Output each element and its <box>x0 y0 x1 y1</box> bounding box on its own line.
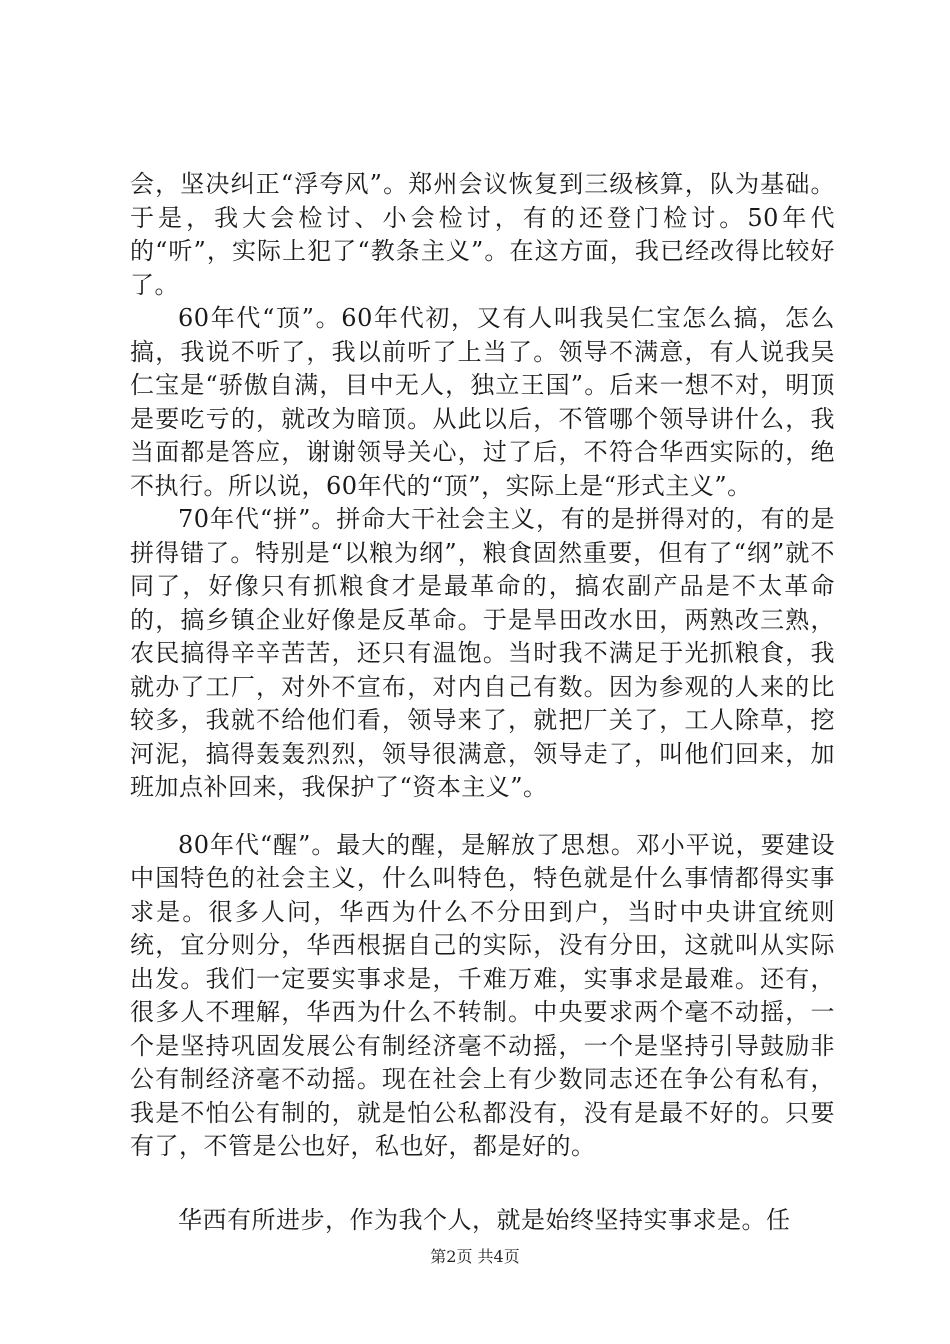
paragraph-60s: 60年代“顶”。60年代初，又有人叫我吴仁宝怎么搞，怎么搞，我说不听了，我以前听了上当了。领导不满意，有人说我吴仁宝是“骄傲自满，目中无人，独立王国”。后来一想不对，明顶是要吃亏的，就改为暗顶。从此以后，不管哪个领导讲什么，我当面都是答应，谢谢领导关心，过了后，不符合华西实际的，绝不执行。所以说，60年代的“顶”，实际上是“形式主义”。 <box>130 304 835 500</box>
paragraph-80s: 80年代“醒”。最大的醒，是解放了思想。邓小平说，要建设中国特色的社会主义，什么叫特色，特色就是什么事情都得实事求是。很多人问，华西为什么不分田到户，当时中央讲宜统则统，宜分则分，华西根据自己的实际，没有分田，这就叫从实际出发。我们一定要实事求是，千难万难，实事求是最难。还有，很多人不理解，华西为什么不转制。中央要求两个毫不动摇，一个是坚持巩固发展公有制经济毫不动摇，一个是坚持引导鼓励非公有制经济毫不动摇。现在社会上有少数同志还在争公有私有，我是不怕公有制的，就是怕公私都没有，没有是最不好的。只要有了，不管是公也好，私也好，都是好的。 <box>130 830 835 1160</box>
paragraph-70s: 70年代“拼”。拼命大干社会主义，有的是拼得对的，有的是拼得错了。特别是“以粮为纲”，粮食固然重要，但有了“纲”就不同了，好像只有抓粮食才是最革命的，搞农副产品是不太革命的，搞乡镇企业好像是反革命。于是旱田改水田，两熟改三熟，农民搞得辛辛苦苦，还只有温饱。当时我不满足于光抓粮食，我就办了工厂，对外不宣布，对内自己有数。因为参观的人来的比较多，我就不给他们看，领导来了，就把厂关了，工人除草，挖河泥，搞得轰轰烈烈，领导很满意，领导走了，叫他们回来，加班加点补回来，我保护了“资本主义”。 <box>130 505 835 801</box>
paragraph-closing: 华西有所进步，作为我个人，就是始终坚持实事求是。任 <box>178 1205 791 1234</box>
page-number-footer: 第2页 共4页 <box>430 1247 520 1266</box>
document-body <box>130 168 835 1237</box>
paragraph-continuation: 会，坚决纠正“浮夸风”。郑州会议恢复到三级核算，队为基础。于是，我大会检讨、小会检讨，有的还登门检讨。50年代的“听”，实际上犯了“教条主义”。在这方面，我已经改得比较好了。 <box>130 170 835 299</box>
